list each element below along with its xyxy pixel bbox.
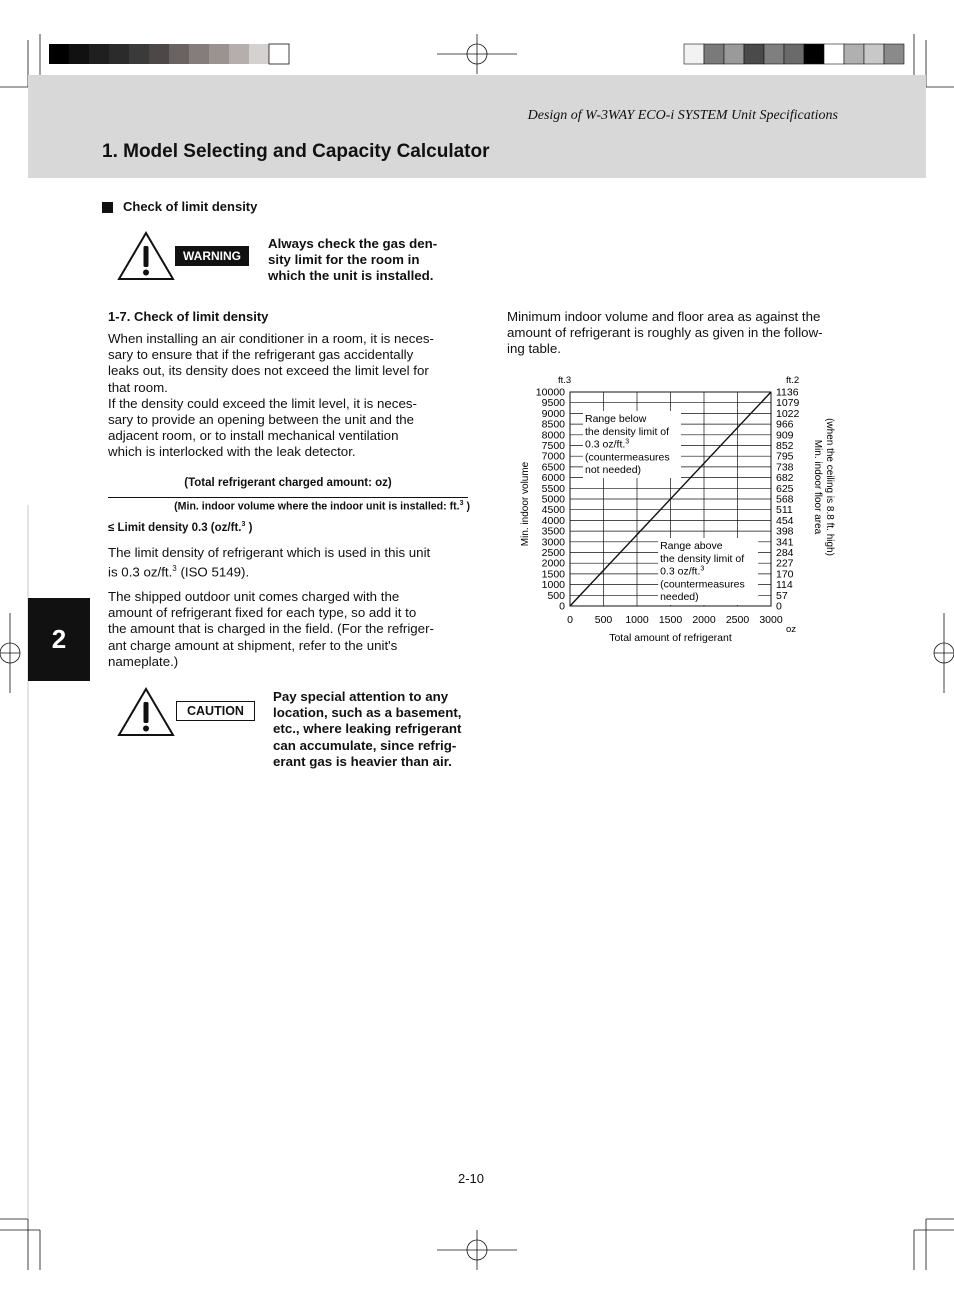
registration-swatch <box>724 44 744 64</box>
annotation-line: the density limit of <box>660 552 745 565</box>
y2-tick-label: 795 <box>776 450 794 463</box>
registration-swatch <box>744 44 764 64</box>
registration-swatch <box>209 44 229 64</box>
warning-triangle-icon <box>116 230 176 282</box>
y-tick-label: 1500 <box>541 568 565 581</box>
y2-tick-label: 0 <box>776 600 782 613</box>
page-number: 2-10 <box>458 1171 485 1186</box>
y2-tick-label: 398 <box>776 525 794 538</box>
y-tick-label: 7000 <box>541 450 565 463</box>
annotation-line: Range above <box>660 540 723 552</box>
y2-tick-label: 568 <box>776 493 794 506</box>
warning-badge: WARNING <box>175 246 249 266</box>
caution-badge: CAUTION <box>176 701 255 721</box>
y-tick-label: 0 <box>559 600 565 613</box>
subsection-heading: 1-7. Check of limit density <box>108 309 269 324</box>
registration-swatch <box>169 44 189 64</box>
chart-intro-text: Minimum indoor volume and floor area as against the amount of refrigerant is roughly as given in the follow- ing table. <box>507 309 823 357</box>
y-axis-unit: ft.3 <box>558 375 572 386</box>
y2-tick-label: 57 <box>776 589 788 602</box>
y-tick-label: 8500 <box>541 418 565 431</box>
y2-tick-label: 454 <box>776 514 794 527</box>
y2-axis-label: Min. indoor floor area <box>812 439 823 535</box>
registration-swatch <box>249 44 269 64</box>
y2-tick-label: 1022 <box>776 407 800 420</box>
section-bullet <box>102 202 113 213</box>
y2-tick-label: 170 <box>776 568 794 581</box>
x-tick-label: 1000 <box>625 614 649 626</box>
y2-tick-label: 341 <box>776 536 794 549</box>
x-tick-label: 1500 <box>658 614 683 626</box>
formula-denominator: (Min. indoor volume where the indoor unit is installed: ft.$^3$ ) <box>174 500 470 513</box>
registration-swatch <box>189 44 209 64</box>
x-tick-label: 2000 <box>692 614 716 626</box>
warning-text: Always check the gas den- sity limit for the room in which the unit is installed. <box>268 236 438 284</box>
refrigerant-volume-chart <box>500 366 860 656</box>
registration-swatch <box>704 44 724 64</box>
annotation-line: 0.3 oz/ft.$^3$ <box>585 438 630 451</box>
section-heading: Check of limit density <box>123 199 258 214</box>
caution-triangle-icon <box>116 686 176 738</box>
x-axis-label: Total amount of refrigerant <box>609 632 732 644</box>
annotation-line: (countermeasures <box>585 451 670 464</box>
y2-tick-label: 511 <box>776 504 793 517</box>
y-tick-label: 3500 <box>541 525 565 538</box>
y-tick-label: 9500 <box>541 397 565 410</box>
x-tick-label: 3000 <box>759 614 783 626</box>
y2-tick-label: 284 <box>776 547 794 559</box>
paragraph-iso: The limit density of refrigerant which is used in this unit is 0.3 oz/ft.$^3$ (ISO 5149). <box>108 545 431 580</box>
y2-tick-label: 966 <box>776 418 794 431</box>
annotation-line: not needed) <box>585 464 642 477</box>
y-tick-label: 9000 <box>541 407 565 420</box>
registration-swatch <box>844 44 864 64</box>
y-tick-label: 4500 <box>541 504 565 517</box>
y-tick-label: 6500 <box>541 461 565 474</box>
x-tick-label: 2500 <box>725 614 750 626</box>
y-tick-label: 4000 <box>541 514 565 527</box>
y-tick-label: 6000 <box>541 472 565 485</box>
registration-swatch <box>684 44 704 64</box>
annotation-line: 0.3 oz/ft.$^3$ <box>660 565 705 578</box>
annotation-line: the density limit of <box>585 425 670 438</box>
registration-swatch <box>49 44 69 64</box>
y-axis-label: Min. indoor volume <box>520 461 531 547</box>
y2-tick-label: 852 <box>776 440 794 452</box>
page-title: 1. Model Selecting and Capacity Calculator <box>102 141 490 162</box>
registration-swatch <box>824 44 844 64</box>
y2-tick-label: 909 <box>776 429 794 442</box>
y2-tick-label: 625 <box>776 482 794 495</box>
annotation-line: (countermeasures <box>660 578 745 591</box>
y-tick-label: 7500 <box>541 440 565 452</box>
y-tick-label: 500 <box>547 589 565 602</box>
y-tick-label: 2000 <box>541 557 565 570</box>
paragraph-limit-density: When installing an air conditioner in a room, it is neces- sary to ensure that if the refrigerant gas accidentally leaks out, its density does not exceed the limit level for that room. If the density could exceed the limit level, it is neces- sary to provide an opening between the unit and the adjacent room, or to install mechanical ventilation which is interlocked with the leak detector. <box>108 331 434 460</box>
y-tick-label: 5500 <box>541 482 565 495</box>
registration-swatch <box>129 44 149 64</box>
registration-swatch <box>884 44 904 64</box>
y2-tick-label: 738 <box>776 461 794 474</box>
x-tick-label: 0 <box>567 614 573 626</box>
registration-swatch <box>89 44 109 64</box>
y-tick-label: 5000 <box>541 493 565 506</box>
y2-axis-unit: ft.2 <box>786 375 800 386</box>
registration-swatch <box>804 44 824 64</box>
formula-limit: ≤ Limit density 0.3 (oz/ft.$^3$ ) <box>108 521 253 534</box>
registration-swatch <box>149 44 169 64</box>
annotation-line: needed) <box>660 591 699 604</box>
chapter-tab: 2 <box>28 598 90 681</box>
x-tick-label: 500 <box>594 614 613 626</box>
registration-swatch <box>69 44 89 64</box>
running-header: Design of W-3WAY ECO-i SYSTEM Unit Specifications <box>527 108 838 123</box>
y2-tick-label: 1136 <box>776 386 799 399</box>
registration-swatch <box>864 44 884 64</box>
formula-numerator: (Total refrigerant charged amount: oz) <box>184 477 392 489</box>
y2-axis-sublabel: (when the ceiling is 8.8 ft. high) <box>824 418 835 556</box>
y-tick-label: 2500 <box>541 547 565 559</box>
registration-swatch <box>784 44 804 64</box>
caution-text: Pay special attention to any location, such as a basement, etc., where leaking refrigerant can accumulate, since refrig- erant gas is heavier than air. <box>273 689 462 769</box>
formula-fraction-bar <box>108 497 468 498</box>
x-axis-unit: oz <box>786 624 797 635</box>
y-tick-label: 3000 <box>541 536 565 549</box>
registration-swatch <box>109 44 129 64</box>
y2-tick-label: 227 <box>776 557 794 570</box>
registration-swatch <box>269 44 289 64</box>
registration-swatch <box>229 44 249 64</box>
registration-swatch <box>764 44 784 64</box>
y2-tick-label: 682 <box>776 472 794 485</box>
paragraph-shipped-charge: The shipped outdoor unit comes charged with the amount of refrigerant fixed for each type, so add it to the amount that is charged in the field. (For the refriger- ant charge amount at shipment, refer to the unit's nameplate.) <box>108 589 434 669</box>
y2-tick-label: 114 <box>776 579 793 592</box>
y-tick-label: 10000 <box>535 386 565 399</box>
annotation-line: Range below <box>585 413 647 425</box>
y-tick-label: 8000 <box>541 429 565 442</box>
y-tick-label: 1000 <box>541 579 565 592</box>
y2-tick-label: 1079 <box>776 397 800 410</box>
